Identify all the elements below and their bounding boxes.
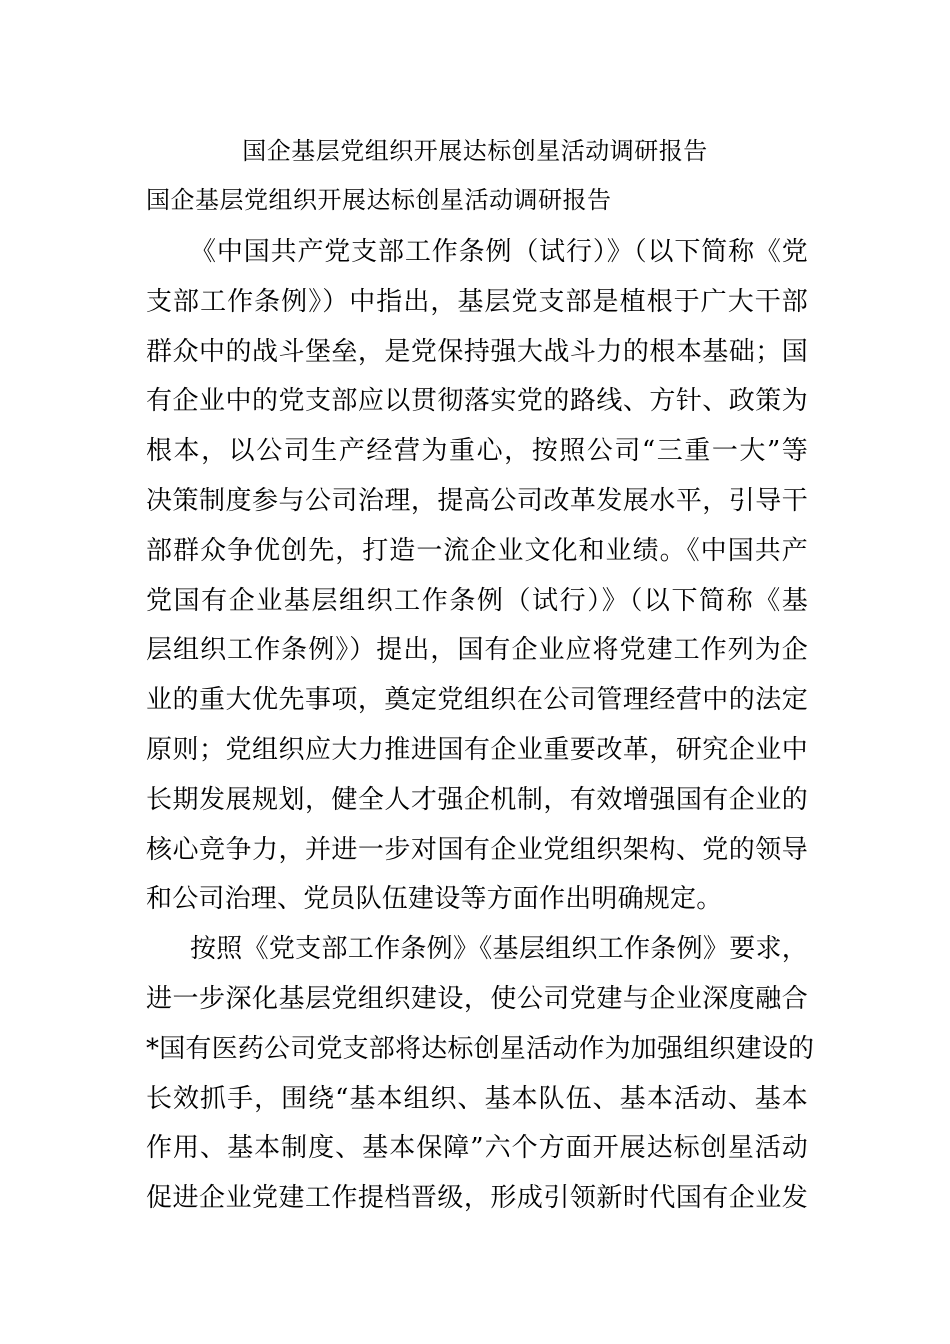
document-body	[146, 228, 815, 1224]
document-title-left: 国企基层党组织开展达标创星活动调研报告	[146, 186, 612, 214]
text-line: 部群众争优创先，打造一流企业文化和业绩。《中国共产	[146, 535, 808, 566]
text-line: 根本，以公司生产经营为重心，按照公司“三重一大”等	[146, 436, 808, 467]
text-line: 原则；党组织应大力推进国有企业重要改革，研究企业中	[146, 734, 808, 765]
text-line: 业的重大优先事项，奠定党组织在公司管理经营中的法定	[146, 685, 808, 716]
text-line: 党国有企业基层组织工作条例（试行）》（以下简称《基	[146, 585, 808, 616]
text-line: 有企业中的党支部应以贯彻落实党的路线、方针、政策为	[146, 386, 808, 417]
text-line: 决策制度参与公司治理，提高公司改革发展水平，引导干	[146, 485, 808, 516]
text-line: 长期发展规划，健全人才强企机制，有效增强国有企业的	[146, 784, 808, 815]
text-line: 《中国共产党支部工作条例（试行）》（以下简称《党	[190, 237, 808, 267]
text-line: 群众中的战斗堡垒，是党保持强大战斗力的根本基础；国	[146, 336, 808, 367]
text-line: 支部工作条例》）中指出，基层党支部是植根于广大干部	[146, 286, 808, 317]
text-line: 核心竞争力，并进一步对国有企业党组织架构、党的领导	[146, 834, 808, 865]
text-line: 和公司治理、党员队伍建设等方面作出明确规定。	[146, 884, 723, 915]
paragraph-2	[146, 925, 815, 1224]
text-line: 促进企业党建工作提档晋级，形成引领新时代国有企业发	[146, 1183, 808, 1214]
document-title-centered: 国企基层党组织开展达标创星活动调研报告	[242, 137, 708, 165]
text-line: 进一步深化基层党组织建设，使公司党建与企业深度融合	[146, 983, 808, 1014]
text-line: 作用、基本制度、基本保障”六个方面开展达标创星活动	[146, 1133, 808, 1164]
text-line: *国有医药公司党支部将达标创星活动作为加强组织建设的	[146, 1033, 815, 1064]
text-line: 层组织工作条例》）提出，国有企业应将党建工作列为企	[146, 635, 808, 666]
paragraph-1	[146, 228, 808, 925]
text-line: 长效抓手，围绕“基本组织、基本队伍、基本活动、基本	[146, 1083, 808, 1114]
text-line: 按照《党支部工作条例》《基层组织工作条例》要求，	[190, 934, 808, 965]
